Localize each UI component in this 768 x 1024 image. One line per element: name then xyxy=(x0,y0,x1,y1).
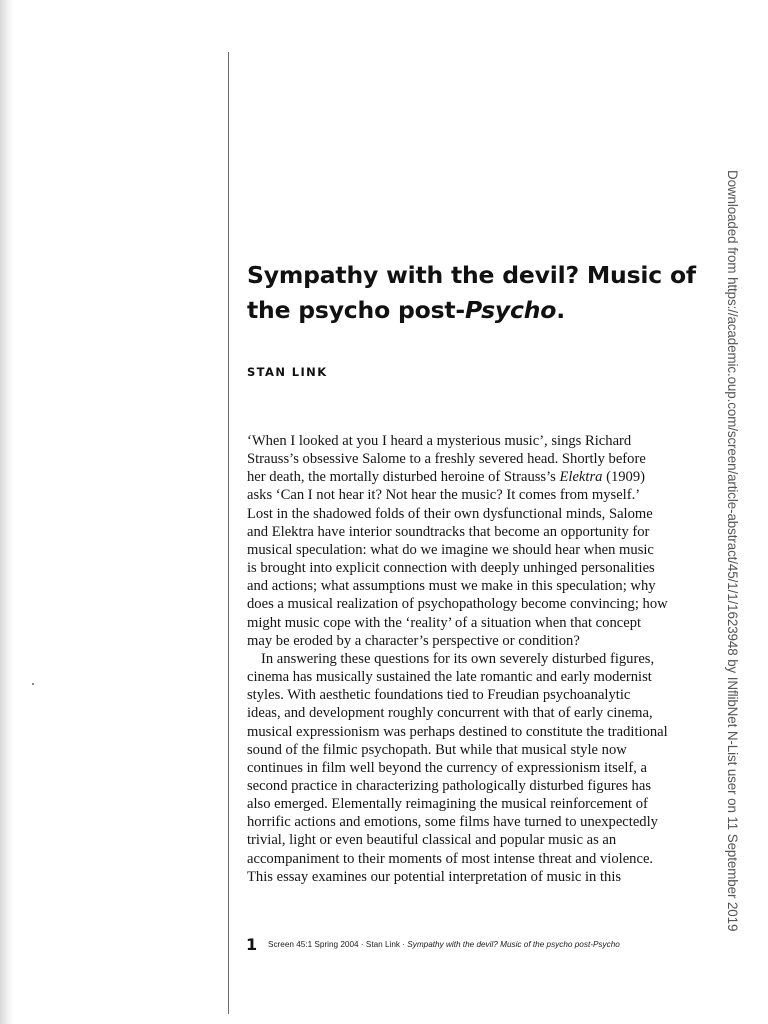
margin-rule xyxy=(228,52,229,1014)
body-line: and Elektra have interior soundtracks that become an opportunity for xyxy=(247,523,650,540)
body-line: does a musical realization of psychopathology become convincing; how xyxy=(247,596,668,613)
body-line: continues in film well beyond the currency of expressionism itself, a xyxy=(247,759,648,776)
body-line: also emerged. Elementally reimagining the musical reinforcement of xyxy=(247,796,648,813)
body-line: is brought into explicit connection with deeply unhinged personalities xyxy=(247,560,655,577)
body-line: trivial, light or even beautiful classical and popular music as an xyxy=(247,832,617,849)
body-line: styles. With aesthetic foundations tied to Freudian psychoanalytic xyxy=(247,687,631,704)
page-number: 1 xyxy=(246,935,258,954)
body-line xyxy=(247,468,717,486)
body-line: sound of the filmic psychopath. But while that musical style now xyxy=(247,741,627,758)
body-line: cinema has musically sustained the late romantic and early modernist xyxy=(247,669,652,686)
scan-speck xyxy=(32,683,34,685)
body-line: ‘When I looked at you I heard a mysterious music’, sings Richard xyxy=(247,433,632,449)
title-line-1: Sympathy with the devil? Music of xyxy=(247,261,696,289)
download-watermark: Downloaded from https://academic.oup.com/screen/article-abstract/45/1/1/1623948 by INflibNet N-List user on 11 September 2019 xyxy=(725,170,740,932)
body-line: ideas, and development roughly concurrent with that of early cinema, xyxy=(247,705,653,722)
body-line-italic: Elektra xyxy=(559,469,603,486)
body-line: asks ‘Can I not hear it? Not hear the music? It comes from myself.’ xyxy=(247,487,641,504)
body-line: might music cope with the ‘reality’ of a situation when that concept xyxy=(247,614,642,631)
title-line-2-prefix: the psycho post- xyxy=(247,296,465,324)
title-line-2-italic: Psycho xyxy=(464,296,557,324)
body-line: musical expressionism was perhaps destined to constitute the traditional xyxy=(247,723,668,740)
body-line: second practice in characterizing pathologically disturbed figures has xyxy=(247,777,652,794)
body-line: musical speculation: what do we imagine we should hear when music xyxy=(247,541,654,558)
article-title xyxy=(247,258,707,328)
footer-citation: Screen 45:1 Spring 2004 · Stan Link · xyxy=(268,940,408,949)
body-line-text: her death, the mortally disturbed heroine of Strauss’s xyxy=(247,469,560,486)
footer-citation-title: Sympathy with the devil? Music of the psycho post-Psycho xyxy=(407,940,620,949)
body-line: horrific actions and emotions, some films have turned to unexpectedly xyxy=(247,814,658,831)
body-line: This essay examines our potential interpretation of music in this xyxy=(247,868,622,885)
body-line: and actions; what assumptions must we make in this speculation; why xyxy=(247,578,656,595)
body-line: accompaniment to their moments of most intense threat and violence. xyxy=(247,850,654,867)
body-line: Lost in the shadowed folds of their own dysfunctional minds, Salome xyxy=(247,505,653,522)
body-line-text: (1909) xyxy=(602,469,646,486)
title-line-2-end: . xyxy=(556,296,565,324)
body-line: Strauss’s obsessive Salome to a freshly severed head. Shortly before xyxy=(247,451,646,468)
body-line: In answering these questions for its own severely disturbed figures, xyxy=(261,650,655,667)
scan-page-edge xyxy=(0,0,14,1024)
article-body xyxy=(247,432,717,886)
body-line: may be eroded by a character’s perspective or condition? xyxy=(247,632,580,649)
running-footer xyxy=(268,940,620,949)
author-name: STAN LINK xyxy=(247,365,328,379)
